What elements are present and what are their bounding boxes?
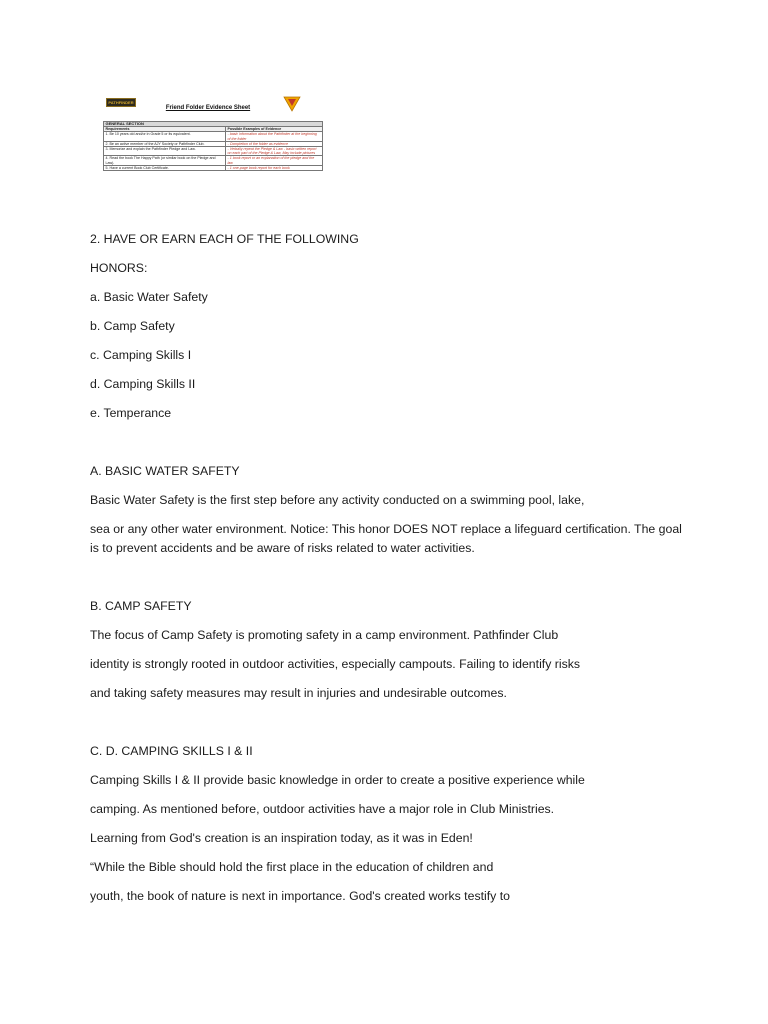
- evidence-table: [103, 121, 323, 171]
- honor-item: a. Basic Water Safety: [90, 290, 208, 304]
- evidence-cell: - 1 one-page book report for each book: [226, 165, 323, 170]
- pathfinder-triangle-logo-icon: [283, 96, 301, 112]
- item2-heading: 2. HAVE OR EARN EACH OF THE FOLLOWING: [90, 232, 359, 246]
- evidence-sheet-title: Friend Folder Evidence Sheet: [165, 105, 251, 111]
- evidence-cell: - basic information about the Pathfinder at the beginning of the folder: [226, 132, 323, 141]
- section-a-text: Basic Water Safety is the first step before any activity conducted on a swimming pool, lake,: [90, 493, 585, 507]
- evidence-cell: - Completion of the folder as evidence: [226, 141, 323, 146]
- table-row: [104, 132, 323, 141]
- item2-heading-cont: HONORS:: [90, 261, 148, 275]
- section-cd-heading: C. D. CAMPING SKILLS I & II: [90, 744, 253, 758]
- section-b-text: The focus of Camp Safety is promoting safety in a camp environment. Pathfinder Club: [90, 628, 559, 642]
- col-requirements: Requirements: [104, 127, 226, 132]
- section-cd-text: Camping Skills I & II provide basic knowledge in order to create a positive experience while: [90, 773, 585, 787]
- section-b-text: identity is strongly rooted in outdoor activities, especially campouts. Failing to identify risks: [90, 657, 581, 671]
- table-row: [104, 147, 323, 156]
- pathfinder-logo: PATHFINDER: [106, 98, 136, 107]
- col-evidence: Possible Examples of Evidence: [226, 127, 323, 132]
- requirement-cell: 5. Have a current Book Club Certificate.: [104, 165, 226, 170]
- requirement-cell: 3. Memorize and explain the Pathfinder Pledge and Law.: [104, 147, 226, 156]
- requirement-cell: 1. Be 10 years old and/or in Grade 5 or its equivalent.: [104, 132, 226, 141]
- table-row: [104, 156, 323, 165]
- section-cd-text: camping. As mentioned before, outdoor activities have a major role in Club Ministries.: [90, 802, 555, 816]
- evidence-sheet-thumbnail: [103, 95, 325, 191]
- honor-item: e. Temperance: [90, 406, 172, 420]
- honor-item: b. Camp Safety: [90, 319, 175, 333]
- honor-item: c. Camping Skills I: [90, 348, 192, 362]
- section-b-text: and taking safety measures may result in injuries and undesirable outcomes.: [90, 686, 507, 700]
- section-cd-text: Learning from God's creation is an inspiration today, as it was in Eden!: [90, 831, 473, 845]
- requirement-cell: 2. Be an active member of the AJY Society or Pathfinder Club.: [104, 141, 226, 146]
- table-row: [104, 165, 323, 170]
- evidence-cell: - 1 book report or an explanation of the pledge and the law: [226, 156, 323, 165]
- requirement-cell: 4. Read the book The Happy Path (or similar book on the Pledge and Law).: [104, 156, 226, 165]
- section-a-text: sea or any other water environment. Notice: This honor DOES NOT replace a lifeguard certification. The goal is to prevent accidents and be aware of risks related to water activities.: [90, 522, 682, 555]
- quote-text: “While the Bible should hold the first place in the education of children and: [90, 860, 494, 874]
- honor-item: d. Camping Skills II: [90, 377, 196, 391]
- section-b-heading: B. CAMP SAFETY: [90, 599, 192, 613]
- section-a-heading: A. BASIC WATER SAFETY: [90, 464, 240, 478]
- quote-text: youth, the book of nature is next in importance. God's created works testify to: [90, 889, 510, 903]
- section-header: GENERAL SECTION: [104, 122, 323, 127]
- evidence-cell: - Verbally repeat the Pledge & Law - basic written report on each part of the Pledge & Law, May include pictures: [226, 147, 323, 156]
